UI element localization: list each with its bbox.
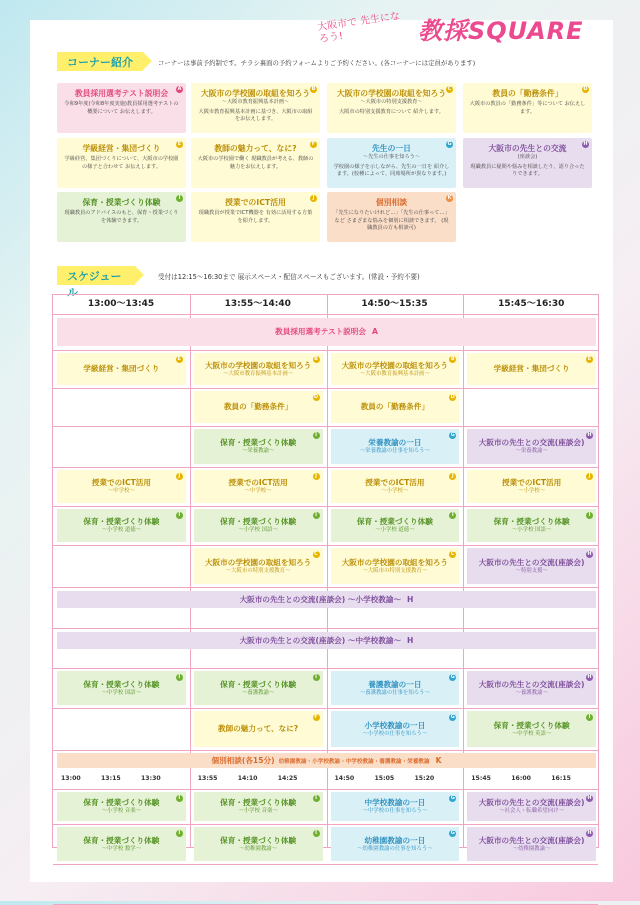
schedule-cell-subtitle: ～小学校 国語～: [238, 527, 278, 533]
corner-card: [191, 83, 320, 133]
schedule-badge-icon: I: [313, 795, 320, 802]
schedule-cell: [194, 353, 323, 385]
header-logo: 教採SQUARE: [418, 17, 584, 45]
schedule-badge-icon: I: [313, 674, 320, 681]
schedule-cell: [331, 548, 460, 584]
row-divider: [53, 708, 598, 709]
row-divider: [53, 750, 598, 751]
corner-card: [57, 138, 186, 188]
schedule-cell-content: [361, 402, 429, 412]
schedule-cell-content: [218, 724, 298, 734]
schedule-cell-title: 授業でのICT活用: [228, 478, 288, 487]
schedule-cell-title: 教員の「勤務条件」: [360, 402, 430, 411]
schedule-cell-subtitle: ～栄養教諭～: [515, 448, 548, 454]
schedule-cell: [467, 827, 596, 861]
schedule-cell-content: [479, 558, 585, 575]
consult-badge-icon: K: [435, 756, 442, 765]
schedule-cell: [467, 429, 596, 464]
schedule-cell: [331, 509, 460, 542]
zadankai-text: 大阪市の先生との交流(座談会) ～小学校教諭～: [239, 595, 402, 604]
corner-card-title: 授業でのICT活用: [225, 198, 286, 207]
schedule-cell: [57, 827, 186, 861]
zadankai-badge-icon: H: [407, 595, 414, 604]
corner-card-subtitle: ～大阪市教育振興基本計画～: [221, 99, 290, 105]
schedule-cell: [194, 671, 323, 705]
row-divider: [53, 426, 598, 427]
corner-card: [191, 192, 320, 242]
schedule-cell-title: 学級経営・集団づくり: [83, 364, 160, 373]
corner-card-subtitle: (座談会): [517, 154, 538, 160]
schedule-cell-subtitle: ～中学校～: [107, 488, 135, 494]
schedule-badge-icon: I: [176, 674, 183, 681]
schedule-cell-title: 大阪市の先生との交流(座談会): [478, 557, 585, 567]
schedule-badge-icon: G: [450, 714, 455, 720]
consult-time-slot: 14:25: [277, 775, 298, 782]
a-session-badge-icon: A: [371, 327, 378, 336]
schedule-badge-icon: B: [314, 356, 318, 362]
schedule-note: 受付は12:15～16:30まで 展示スペース・配信スペースもございます。(常設・予約不要): [158, 273, 420, 281]
schedule-cell-title: 保育・授業づくり体験: [356, 517, 433, 526]
schedule-cell-subtitle: ～養護教諭～: [515, 689, 548, 696]
schedule-cell-subtitle: ～養護教諭の仕事を知ろう～: [359, 689, 430, 696]
corner-card: [57, 83, 186, 133]
schedule-badge-icon: G: [450, 674, 455, 680]
schedule-badge-icon: I: [586, 512, 593, 519]
row-divider: [53, 388, 598, 389]
schedule-badge-icon: H: [587, 432, 592, 438]
schedule-cell-subtitle: ～小学校～: [518, 488, 546, 494]
corner-badge-icon: D: [583, 86, 588, 92]
schedule-cell-content: [224, 402, 292, 412]
corner-badge-icon: G: [447, 141, 452, 147]
schedule-cell-subtitle: ～中学校の仕事を知ろう～: [362, 808, 428, 814]
corner-card-title: 教師の魅力って、なに?: [214, 144, 297, 153]
schedule-cell: [331, 792, 460, 821]
schedule-cell: [467, 711, 596, 747]
corner-card-description: 令和9年度(令和8年度実施)教員採用選考テストの概要について お伝えします。: [64, 101, 179, 115]
schedule-cell-subtitle: ～特別支援～: [515, 567, 548, 574]
schedule-cell-subtitle: ～大阪市教育振興基本計画～: [223, 370, 294, 377]
corner-card-subtitle: ～先生の仕事を知ろう～: [362, 154, 421, 160]
schedule-cell-title: 保育・授業づくり体験: [493, 720, 570, 730]
schedule-cell-content: [494, 721, 570, 738]
schedule-badge-icon: J: [586, 473, 593, 480]
title-arrow-icon: [135, 266, 144, 284]
schedule-cell: [194, 509, 323, 542]
schedule-cell-content: [363, 798, 428, 815]
schedule-cell-subtitle: ～幼稚園教諭～: [239, 845, 277, 852]
schedule-badge-icon: E: [587, 356, 592, 362]
schedule-cell-title: 教師の魅力って、なに?: [218, 724, 299, 733]
consult-time-slot: 14:10: [237, 775, 258, 782]
consult-time-slot: 13:55: [197, 775, 218, 782]
schedule-badge-icon: I: [176, 830, 183, 837]
consult-time-slot: 16:15: [551, 775, 571, 782]
corner-card-title: 個別相談: [375, 198, 408, 207]
schedule-cell-subtitle: ～大阪市教育振興基本計画～: [359, 370, 430, 377]
schedule-cell-content: [342, 558, 448, 575]
corner-card: [191, 138, 320, 188]
consult-time-slot: 14:50: [334, 775, 355, 782]
schedule-cell-content: [220, 836, 296, 853]
consult-time-slot: 13:15: [101, 775, 121, 782]
schedule-cell-title: 授業でのICT活用: [502, 478, 562, 487]
corner-card-title: 先生の一日: [372, 144, 411, 153]
schedule-cell-subtitle: ～小学校 道徳～: [375, 527, 415, 533]
row-divider: [53, 314, 598, 315]
schedule-badge-icon: I: [449, 512, 456, 519]
schedule-cell-content: [479, 680, 585, 697]
schedule-cell-content: [357, 517, 433, 534]
time-header: 13:55～14:40: [224, 299, 291, 309]
schedule-cell-content: [220, 680, 296, 697]
row-divider: [53, 350, 598, 351]
schedule-cell-title: 保育・授業づくり体験: [220, 679, 297, 689]
schedule-cell-content: [360, 438, 430, 455]
schedule-cell: [467, 470, 596, 503]
schedule-cell-content: [360, 680, 430, 697]
schedule-cell-title: 保育・授業づくり体験: [220, 798, 297, 807]
schedule-cell-content: [83, 517, 159, 534]
schedule-cell-title: 大阪市の学校園の取組を知ろう: [204, 360, 312, 370]
schedule-badge-icon: H: [587, 551, 592, 557]
corner-card: [463, 138, 592, 188]
schedule-badge-icon: H: [587, 795, 592, 801]
schedule-badge-icon: F: [314, 714, 318, 720]
schedule-cell-content: [494, 364, 570, 374]
schedule-cell-content: [220, 438, 296, 455]
schedule-cell-title: 学級経営・集団づくり: [493, 364, 570, 373]
schedule-cell-content: [342, 361, 448, 378]
schedule-cell-title: 保育・授業づくり体験: [83, 798, 160, 807]
schedule-table: [52, 294, 599, 852]
schedule-title-text: スケジュール: [67, 270, 122, 299]
zadankai-bar: [57, 632, 596, 649]
schedule-cell: [467, 548, 596, 584]
schedule-cell: [194, 429, 323, 464]
schedule-cell-title: 保育・授業づくり体験: [220, 517, 297, 526]
schedule-badge-icon: G: [450, 432, 455, 438]
schedule-cell-subtitle: ～栄養教諭の仕事を知ろう～: [359, 448, 430, 454]
row-divider: [53, 545, 598, 546]
schedule-cell-subtitle: ～小学校 音楽～: [238, 808, 278, 814]
schedule-cell: [57, 353, 186, 385]
schedule-cell: [331, 391, 460, 423]
corner-card-description: 現職教員に疑問や悩みを相談したり、語り合ったりできます。: [470, 163, 585, 177]
corner-badge-icon: A: [177, 86, 182, 92]
schedule-cell-title: 大阪市の先生との交流(座談会): [478, 438, 585, 447]
schedule-cell-subtitle: ～小学校の仕事を知ろう～: [362, 730, 428, 737]
schedule-cell: [467, 353, 596, 385]
zadankai-text: 大阪市の先生との交流(座談会) ～中学校教諭～: [239, 636, 402, 645]
schedule-cell-content: [363, 721, 428, 738]
schedule-cell-subtitle: ～中学校 数学～: [101, 845, 142, 852]
schedule-badge-icon: J: [449, 473, 456, 480]
schedule-badge-icon: D: [313, 394, 319, 400]
schedule-badge-icon: C: [314, 551, 318, 557]
schedule-cell-content: [365, 478, 424, 495]
a-session-text: 教員採用選考テスト説明会: [275, 327, 366, 336]
schedule-cell-title: 授業でのICT活用: [365, 478, 425, 487]
schedule-cell-subtitle: ～幼稚園教諭の仕事を知ろう～: [357, 845, 433, 852]
row-divider: [53, 467, 598, 468]
corner-badge-icon: J: [310, 195, 317, 202]
schedule-cell-subtitle: ～栄養教諭～: [241, 448, 275, 454]
consult-bar: [57, 753, 596, 768]
schedule-cell-subtitle: ～中学校 英語～: [511, 730, 552, 737]
schedule-cell-content: [479, 438, 585, 455]
corner-card-title: 大阪市の先生との交流: [488, 144, 567, 153]
schedule-badge-icon: B: [450, 356, 455, 362]
schedule-cell-subtitle: ～小学校 国語～: [511, 527, 552, 533]
schedule-cell: [331, 711, 460, 747]
schedule-badge-icon: I: [176, 512, 183, 519]
schedule-cell-subtitle: ～大阪市の特別支援教育～: [362, 567, 428, 574]
schedule-badge-icon: I: [313, 432, 320, 439]
schedule-cell-title: 栄養教諭の一日: [368, 438, 422, 447]
corner-badge-icon: E: [177, 141, 182, 147]
schedule-badge-icon: I: [313, 512, 320, 519]
title-arrow-icon: [143, 52, 152, 70]
schedule-cell-content: [92, 478, 151, 495]
schedule-badge-icon: D: [450, 394, 455, 400]
schedule-cell-title: 大阪市の先生との交流(座談会): [478, 835, 585, 845]
a-session-bar: [57, 318, 596, 346]
schedule-badge-icon: E: [177, 356, 181, 362]
consult-time-slot: 13:00: [61, 775, 81, 782]
schedule-cell-subtitle: ～中学校～: [244, 488, 272, 494]
schedule-badge-icon: I: [176, 795, 183, 802]
schedule-cell-content: [494, 517, 570, 534]
corner-card: [327, 83, 456, 133]
schedule-cell: [331, 429, 460, 464]
schedule-cell-title: 大阪市の先生との交流(座談会): [478, 798, 585, 807]
corner-card: [463, 83, 592, 133]
time-header: 13:00～13:45: [87, 299, 155, 309]
schedule-cell-subtitle: ～小学校～: [381, 488, 409, 494]
schedule-cell-subtitle: ～養護教諭～: [241, 689, 275, 696]
schedule-badge-icon: C: [450, 551, 455, 557]
corner-badge-icon: I: [176, 195, 183, 202]
corner-card-description: 大阪市の学校園で働く 現職教員が考える、教師の魅力をお伝えします。: [197, 156, 314, 170]
schedule-cell-title: 大阪市の学校園の取組を知ろう: [341, 360, 449, 370]
corner-badge-icon: B: [311, 86, 316, 92]
row-divider: [53, 506, 598, 507]
schedule-cell: [57, 470, 186, 503]
corner-card-title: 大阪市の学校園の取組を知ろう: [200, 89, 311, 98]
schedule-cell: [467, 671, 596, 705]
row-divider: [53, 668, 598, 669]
schedule-cell-title: 幼稚園教諭の一日: [364, 835, 426, 845]
schedule-section-title: [57, 266, 135, 299]
schedule-cell-content: [83, 680, 159, 697]
schedule-cell: [467, 792, 596, 821]
row-divider: [53, 789, 598, 790]
corner-card-title: 学級経営・集団づくり: [82, 144, 161, 153]
corner-badge-icon: H: [583, 141, 588, 147]
schedule-cell-title: 保育・授業づくり体験: [83, 835, 160, 845]
corner-section-title: [57, 52, 143, 71]
corner-card-title: 教員採用選考テスト説明会: [74, 89, 169, 98]
schedule-cell: [467, 509, 596, 542]
schedule-cell: [331, 827, 460, 861]
schedule-cell-content: [502, 478, 561, 495]
schedule-badge-icon: H: [587, 674, 592, 680]
schedule-cell: [194, 548, 323, 584]
schedule-cell-subtitle: ～中学校 国語～: [101, 689, 142, 696]
corner-card-description: 学級経営、集団づくりについて、大阪市の学校園の様子と合わせて お伝えします。: [64, 156, 179, 170]
corner-card-description: 現職教員が授業でICT機器を 有効に活用する方策を紹介します。: [198, 210, 313, 224]
corner-card-description: 学校園の様子を示しながら、先生の一日を 紹介します。(校種によって、同席場所が異なります。): [333, 163, 450, 177]
schedule-cell-content: [479, 836, 585, 853]
corner-card: [327, 138, 456, 188]
schedule-badge-icon: G: [450, 795, 455, 801]
consult-time-slot: 15:45: [471, 775, 491, 782]
schedule-cell: [57, 792, 186, 821]
corner-title-text: コーナー紹介: [67, 56, 133, 69]
schedule-cell: [331, 470, 460, 503]
schedule-cell-title: 大阪市の学校園の取組を知ろう: [341, 557, 449, 567]
schedule-cell-title: 保育・授業づくり体験: [220, 438, 297, 447]
time-header: 15:45～16:30: [498, 299, 565, 309]
schedule-cell-title: 保育・授業づくり体験: [493, 517, 570, 526]
schedule-cell: [194, 827, 323, 861]
schedule-cell: [194, 711, 323, 747]
row-divider: [53, 864, 598, 865]
schedule-cell-content: [83, 364, 159, 374]
consult-time-slot: 16:00: [511, 775, 531, 782]
schedule-cell: [57, 509, 186, 542]
schedule-cell-content: [205, 361, 311, 378]
schedule-cell-title: 保育・授業づくり体験: [83, 679, 160, 689]
consult-time-slot: 13:30: [141, 775, 161, 782]
schedule-cell: [194, 470, 323, 503]
time-header: 14:50～15:35: [361, 299, 428, 309]
header-subtitle: 大阪市で 先生になろう!: [316, 10, 401, 46]
corner-card-description: 大阪市教育振興基本計画に基づき、大阪市の取組をお伝えします。: [198, 108, 313, 122]
schedule-cell: [331, 353, 460, 385]
schedule-cell-content: [229, 478, 288, 495]
zadankai-badge-icon: H: [407, 636, 414, 645]
schedule-cell-content: [479, 798, 585, 815]
corner-card: [327, 192, 456, 242]
schedule-cell-title: 教員の「勤務条件」: [223, 402, 293, 411]
consult-time-slot: 15:05: [374, 775, 395, 782]
corner-card-description: 現職教員のアドバイスのもと、保育・授業づくりを体験できます。: [64, 210, 179, 224]
schedule-cell: [57, 671, 186, 705]
schedule-cell-subtitle: ～小学校 道徳～: [101, 527, 142, 533]
corner-card-subtitle: ～大阪市の特別支援教育～: [360, 99, 423, 105]
corner-card-title: 大阪市の学校園の取組を知ろう: [336, 89, 447, 98]
schedule-cell: [194, 792, 323, 821]
schedule-cell-content: [205, 558, 311, 575]
schedule-cell-title: 大阪市の学校園の取組を知ろう: [204, 557, 312, 567]
schedule-badge-icon: I: [586, 714, 593, 721]
zadankai-bar: [57, 591, 596, 608]
corner-note: コーナーは事前予約制です。チラシ裏面の予約フォームよりご予約ください。(各コーナーには定員があります): [158, 59, 476, 67]
schedule-cell-content: [83, 836, 159, 853]
corner-card-title: 保育・授業づくり体験: [82, 198, 161, 207]
schedule-cell-title: 小学校教諭の一日: [364, 720, 426, 730]
schedule-cell-subtitle: ～社会人・転職希望向け～: [499, 808, 564, 814]
schedule-badge-icon: G: [450, 830, 455, 836]
corner-badge-icon: C: [447, 86, 452, 92]
corner-card: [57, 192, 186, 242]
row-divider: [53, 824, 598, 825]
schedule-cell-subtitle: ～大阪市の特別支援教育～: [225, 567, 291, 574]
schedule-cell-content: [220, 517, 296, 534]
schedule-cell-content: [357, 836, 432, 853]
schedule-cell-title: 中学校教諭の一日: [364, 798, 426, 807]
schedule-cell-title: 授業でのICT活用: [91, 478, 151, 487]
schedule-cell-title: 保育・授業づくり体験: [83, 517, 160, 526]
consult-time-slot: 15:20: [414, 775, 435, 782]
corner-badge-icon: K: [447, 195, 452, 201]
schedule-badge-icon: H: [587, 830, 592, 836]
schedule-badge-icon: J: [176, 473, 183, 480]
corner-card-description: 「先生になりたいけれど…」「先生の仕事って…」など さまざまな悩みを個別に相談できます。 (現職教員の方も相談可): [333, 210, 450, 231]
schedule-badge-icon: I: [313, 830, 320, 837]
schedule-cell: [194, 391, 323, 423]
schedule-cell-content: [83, 798, 159, 815]
schedule-cell: [331, 671, 460, 705]
corner-badge-icon: F: [311, 141, 316, 147]
consult-subtitle: 幼稚園教諭・小学校教諭・中学校教諭・養護教諭・栄養教諭: [278, 759, 430, 765]
schedule-cell-title: 養護教諭の一日: [368, 679, 422, 689]
row-divider: [53, 628, 598, 629]
schedule-cell-title: 大阪市の先生との交流(座談会): [478, 679, 585, 689]
corner-card-description: 大阪市の特別支援教育について 紹介します。: [339, 108, 444, 115]
schedule-badge-icon: J: [313, 473, 320, 480]
schedule-cell-subtitle: ～幼稚園教諭～: [512, 845, 551, 852]
corner-card-title: 教員の「勤務条件」: [492, 89, 563, 98]
row-divider: [53, 587, 598, 588]
schedule-cell-title: 保育・授業づくり体験: [220, 835, 297, 845]
consult-title: 個別相談(各15分): [211, 756, 275, 765]
schedule-cell-content: [220, 798, 296, 815]
corner-card-description: 大阪市の教員の「勤務条件」等について お伝えします。: [469, 101, 586, 115]
schedule-cell-subtitle: ～小学校 音楽～: [101, 808, 142, 814]
